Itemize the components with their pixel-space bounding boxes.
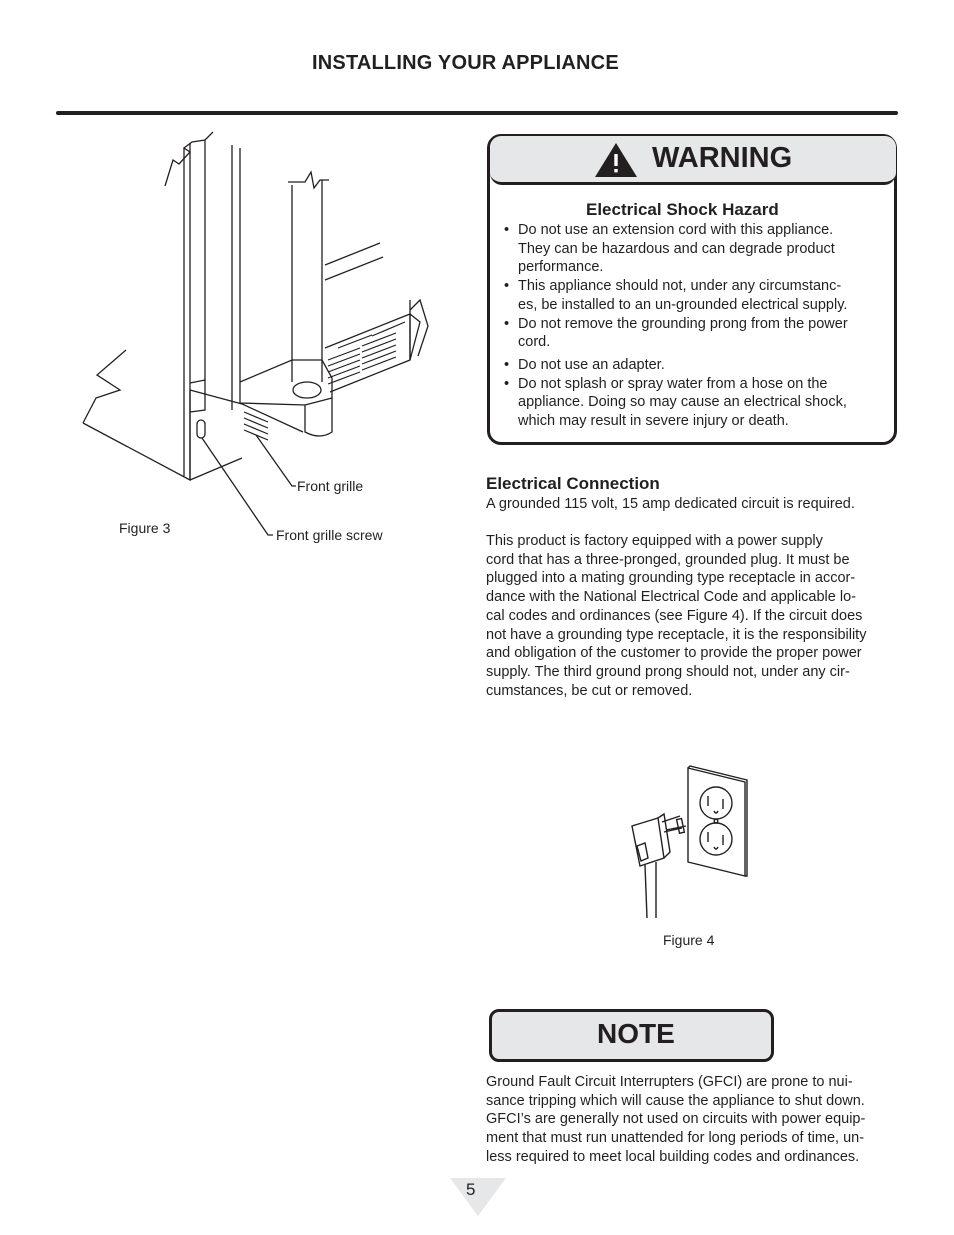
- warning-triangle-icon: [594, 142, 638, 178]
- warning-bullet: • Do not splash or spray water from a hose on the appliance. Doing so may cause an electrical shock, which may result in severe injury or death.: [503, 375, 883, 431]
- warning-title: WARNING: [652, 142, 793, 174]
- warning-bullet-list-a: [503, 221, 883, 352]
- hazard-title: Electrical Shock Hazard: [586, 200, 779, 219]
- gfci-note-paragraph: Ground Fault Circuit Interrupters (GFCI) are prone to nui- sance tripping which will cause the appliance to shut down. GFCI’s are generally not used on circuits with power equip- ment that must run unattended for long periods of time, un- less required to meet local building codes and ordinances.: [486, 1074, 866, 1165]
- warning-bullet: • This appliance should not, under any circumstanc- es, be installed to an un-grounded electrical supply.: [503, 277, 883, 314]
- warning-bullet: • Do not use an extension cord with this appliance. They can be hazardous and can degrade product performance.: [503, 221, 883, 277]
- front-grille-label: Front grille: [297, 478, 364, 494]
- page-number: 5: [466, 1180, 476, 1199]
- figure4-caption: Figure 4: [663, 932, 715, 948]
- connection-paragraph: This product is factory equipped with a power supply cord that has a three-pronged, grounded plug. It must be plugged into a mating grounding type receptacle in accor- dance with the National Electrical Code and applicable lo- cal codes and ordinances (see Figure 4). If the circuit does not have a grounding type receptacle, it is the responsibility and obligation of the customer to provide the proper power supply. The third ground prong should not, under any cir- cumstances, be cut or removed.: [486, 533, 867, 699]
- page-number-tab: [450, 1178, 506, 1218]
- figure3-illustration: [70, 125, 450, 545]
- note-title: NOTE: [597, 1018, 675, 1049]
- front-grille-screw-label: Front grille screw: [276, 527, 383, 543]
- figure4-outlet-plug-illustration: [622, 765, 752, 925]
- electrical-connection-heading: Electrical Connection: [486, 474, 660, 493]
- warning-bullet-list-b: [503, 356, 883, 431]
- circuit-requirement-text: A grounded 115 volt, 15 amp dedicated circuit is required.: [486, 496, 855, 512]
- header-rule: [56, 111, 898, 115]
- warning-bullet: • Do not use an adapter.: [503, 356, 883, 375]
- warning-bullet: • Do not remove the grounding prong from the power cord.: [503, 315, 883, 352]
- page-title: INSTALLING YOUR APPLIANCE: [312, 52, 619, 74]
- figure3-caption: Figure 3: [119, 520, 171, 536]
